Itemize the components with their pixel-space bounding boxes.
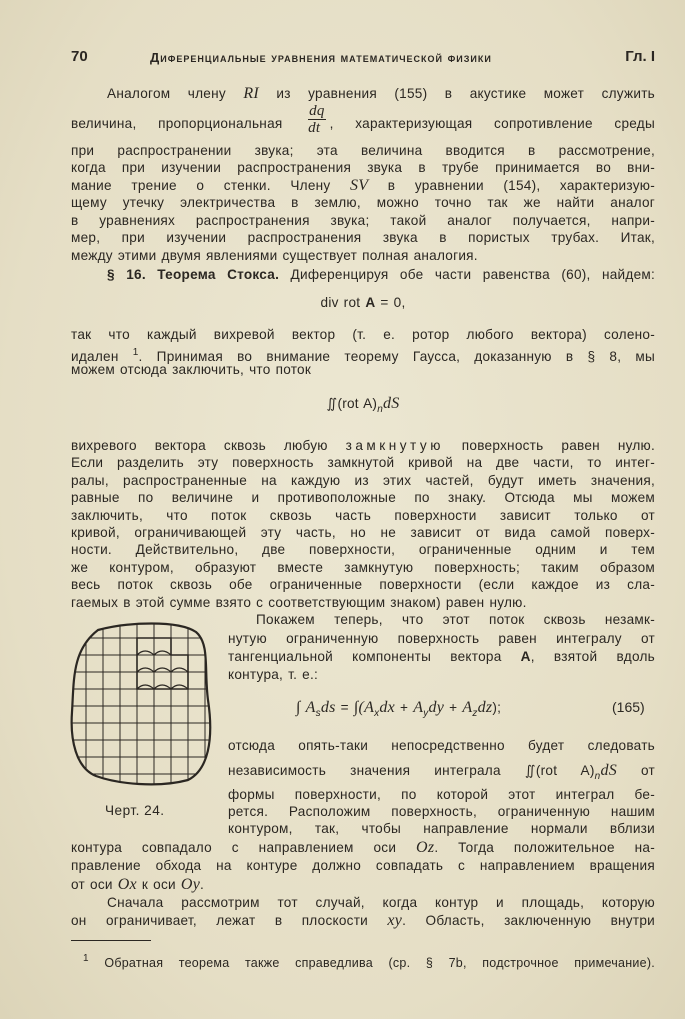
footnote-text: $^1$ Обратная теорема также справедлива (ср. § 7b, подстрочное примечание). (83, 953, 655, 970)
math-symbol: dS (383, 395, 400, 412)
text-line: Сначала рассмотрим тот случай, когда контур и площадь, которую (107, 895, 655, 910)
subscript: s (315, 708, 321, 719)
text-line: можем отсюда заключить, что поток (71, 362, 312, 377)
subscript: n (377, 404, 384, 415)
subscript: z (472, 708, 478, 719)
math-symbol: ∫ A (296, 699, 316, 716)
subscript: y (423, 708, 429, 719)
text-line: контура, т. е.: (228, 667, 319, 682)
math-symbol: dz (477, 699, 493, 716)
running-title: Диференциальные уравнения математической физики (150, 50, 492, 65)
text-line: при распространении звука; эта величина вводится в рассмотрение, (71, 143, 655, 158)
figure-caption: Черт. 24. (105, 803, 165, 818)
text-line: в уравнениях распространения звука; такой аналог получается, напри- (71, 213, 655, 228)
text-line: Аналогом члену RI из уравнения (155) в акустике может служить (107, 85, 656, 102)
equation: ∬(rot $A)_ndS$ (326, 395, 400, 415)
subscript: n (594, 771, 601, 782)
text-line: Если разделить эту поверхность замкнутой кривой на две части, то интег- (71, 455, 655, 471)
subscript: x (374, 708, 380, 719)
fraction (308, 103, 326, 136)
text-line: ности. Действительно, две поверхности, ограниченные одним и тем (71, 542, 655, 558)
text-line: величина, пропорциональная $\frac{dq}{dt}$ , характеризующая сопротивление среды (71, 103, 655, 136)
text-line: формы поверхности, по которой этот интеграл бе- (228, 787, 655, 802)
math-symbol: Ox (117, 876, 137, 893)
math-symbol: Oz (416, 839, 435, 856)
text-line: тангенциальной компоненты вектора A, взятой вдоль (228, 649, 655, 664)
figure-24-surface-grid (68, 620, 214, 786)
text-line: щему утечку электричества в землю, можно точно так же найти аналог (71, 195, 655, 210)
text-line: мание трение о стенки. Члену SV в уравнении (154), характеризую- (71, 177, 655, 194)
math-symbol: RI (243, 85, 259, 102)
text-line: нутую ограниченную поверхность равен интегралу от (228, 631, 655, 646)
fraction-denominator: dt (308, 120, 321, 136)
text-line: равные по величине и противоположные по знаку. Отсюда мы можем (71, 490, 655, 506)
fraction-numerator: dq (309, 103, 325, 119)
text-line: § 16. Теорема Стокса. Диференцируя обе части равенства (60), найдем: (107, 267, 656, 282)
text-line: весь поток сквозь обе ограниченные поверхности (если каждое из сла- (71, 577, 655, 593)
footnote-marker: 1 (132, 347, 139, 358)
text-line: Покажем теперь, что этот поток сквозь незамк- (256, 612, 655, 627)
equation: ∫ $A_sds = \int(A_xdx + A_ydy + A_zdz)$; (296, 699, 502, 719)
bold-text: A (520, 649, 531, 664)
math-symbol: dS (600, 762, 617, 779)
equation: div rot A = 0, (320, 295, 406, 310)
spaced-emphasis: замкнутую (345, 438, 444, 453)
math-symbol: xy (387, 912, 403, 929)
text-line: же контуром, образуют вместе замкнутую поверхность; таким образом (71, 559, 655, 575)
page-number: 70 (71, 48, 88, 65)
text-line: гаемых в этой сумме взято с соответствующим знаком) равен нулю. (71, 594, 527, 610)
text-line: заключить, что поток сквозь часть поверхности зависит только от (71, 507, 655, 523)
text-line: так что каждый вихревой вектор (т. е. ротор любого вектора) солено- (71, 327, 655, 342)
text-line: рется. Расположим поверхность, ограниченную нашим (228, 804, 655, 819)
text-line: контура совпадало с направлением оси Oz. Тогда положительное на- (71, 839, 655, 856)
equation-number: (165) (612, 699, 645, 715)
text-line: независимость значения интеграла ∬(rot $A)_ndS$ от (228, 762, 655, 782)
bold-text: A (365, 295, 376, 310)
text-line: вихревого вектора сквозь любую замкнутую поверхность равен нулю. (71, 438, 655, 453)
text-line: идален $^1$. Принимая во внимание теорему Гаусса, доказанную в § 8, мы (71, 347, 655, 364)
text-line: правление обхода на контуре должно совпадать с направлением вращения (71, 858, 655, 873)
text-line: когда при изучении распространения звука в трубе принимается во вни- (71, 160, 655, 175)
text-line: между этими двумя явлениями существует полная аналогия. (71, 248, 478, 263)
text-line: от оси Ox к оси Oy. (71, 876, 205, 893)
bold-text: § 16. Теорема Стокса. (107, 267, 280, 282)
math-symbol: dy (428, 699, 445, 716)
footnote-divider (71, 940, 151, 941)
text-line: контуром, так, чтобы направление нормали вблизи (228, 821, 655, 836)
text-line: мер, при изучении распространения звука в пористых трубах. Итак, (71, 230, 655, 245)
footnote-marker: 1 (83, 953, 89, 964)
math-symbol: ∫(A (353, 699, 375, 716)
text-line: отсюда опять-таки непосредственно будет следовать (228, 738, 655, 753)
text-line: он ограничивает, лежат в плоскости xy. Область, заключенную внутри (71, 912, 655, 929)
math-symbol: dx (379, 699, 395, 716)
text-line: кривой, ограничивающей эту часть, но не зависит от вида самой поверх- (71, 525, 655, 540)
math-symbol: SV (349, 177, 369, 194)
chapter-label: Гл. I (625, 48, 655, 65)
math-symbol: A (462, 699, 473, 716)
math-symbol: A (413, 699, 424, 716)
math-symbol: Oy (180, 876, 201, 893)
text-line: ралы, распространенные на каждую из этих частей, будут иметь значения, (71, 472, 655, 488)
math-symbol: ds (320, 699, 336, 716)
